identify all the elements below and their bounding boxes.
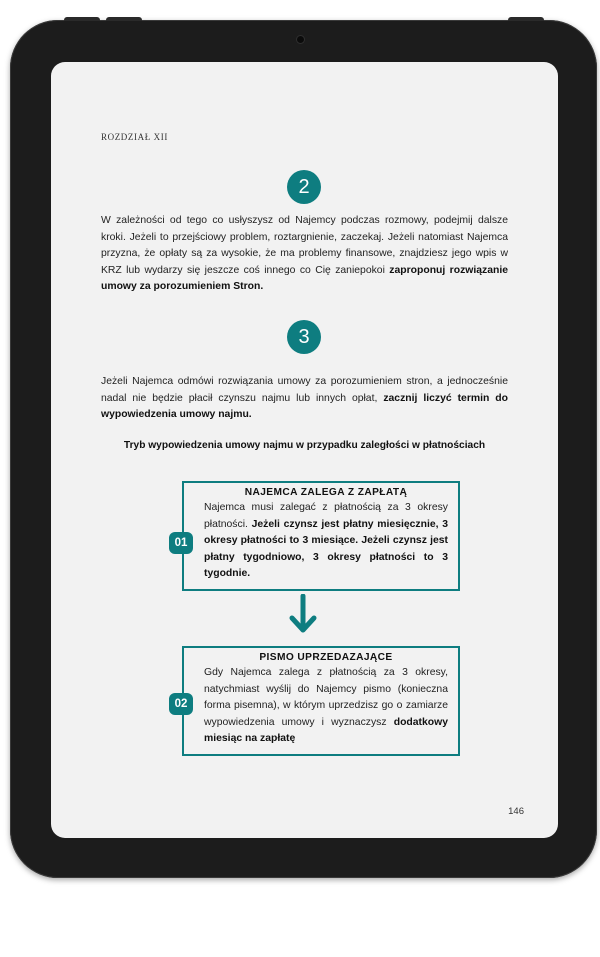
step-1-text: Najemca musi zalegać z płatnością za 3 okresy płatności. Jeżeli czynsz jest płatny miesięcznie, 3 okresy płatności to 3 miesiące. Jeżeli czynsz jest płatny tygodniowo, 3 okresy płatności to 3 tygodnie. <box>204 502 448 579</box>
page-number: 146 <box>508 806 524 817</box>
ebook-page <box>51 62 558 838</box>
chapter-header: ROZDZIAŁ XII <box>101 132 168 142</box>
section-2-paragraph: W zależności od tego co usłyszysz od Najemcy podczas rozmowy, podejmij dalsze kroki. Jeżeli to przejściowy problem, roztargnienie, zaczekaj. Jeżeli natomiast Najemca przyzna, że opłaty są za wysokie, że ma problemy finansowe, znajdziesz jego wpis w KRZ lub wydarzy się jeszcze coś innego co Cię zaniepokoi zaproponuj rozwiązanie umowy za porozumieniem Stron. <box>101 215 509 292</box>
volume-button <box>64 17 100 21</box>
procedure-heading: Tryb wypowiedzenia umowy najmu w przypadku zaległości w płatnościach <box>123 440 486 451</box>
arrow-down-icon <box>289 594 317 636</box>
step-2-title: PISMO UPRZEDAZAJĄCE <box>259 652 393 663</box>
section-number-2: 2 <box>287 170 321 204</box>
step-box-1 <box>182 481 460 591</box>
section-number-3: 3 <box>287 320 321 354</box>
step-1-badge: 01 <box>169 532 193 554</box>
step-2-text: Gdy Najemca zalega z płatnością za 3 okresy, natychmiast wyślij do Najemcy pismo (konieczna forma pisemna), w którym uprzedzisz go o zamiarze wypowiedzenia umowy i wyznaczysz dodatkowy miesiąc na zapłatę <box>204 667 448 744</box>
step-1-title: NAJEMCA ZALEGA Z ZAPŁATĄ <box>244 487 408 498</box>
step-2-badge: 02 <box>169 693 193 715</box>
section-3-paragraph: Jeżeli Najemca odmówi rozwiązania umowy za porozumieniem stron, a jednocześnie nadal nie będzie płacił czynszu najmu lub innych opłat, zacznij liczyć termin do wypowiedzenia umowy najmu. <box>101 376 508 420</box>
camera-icon <box>297 36 304 43</box>
step-box-2 <box>182 646 460 756</box>
volume-button <box>106 17 142 21</box>
power-button <box>508 17 544 21</box>
